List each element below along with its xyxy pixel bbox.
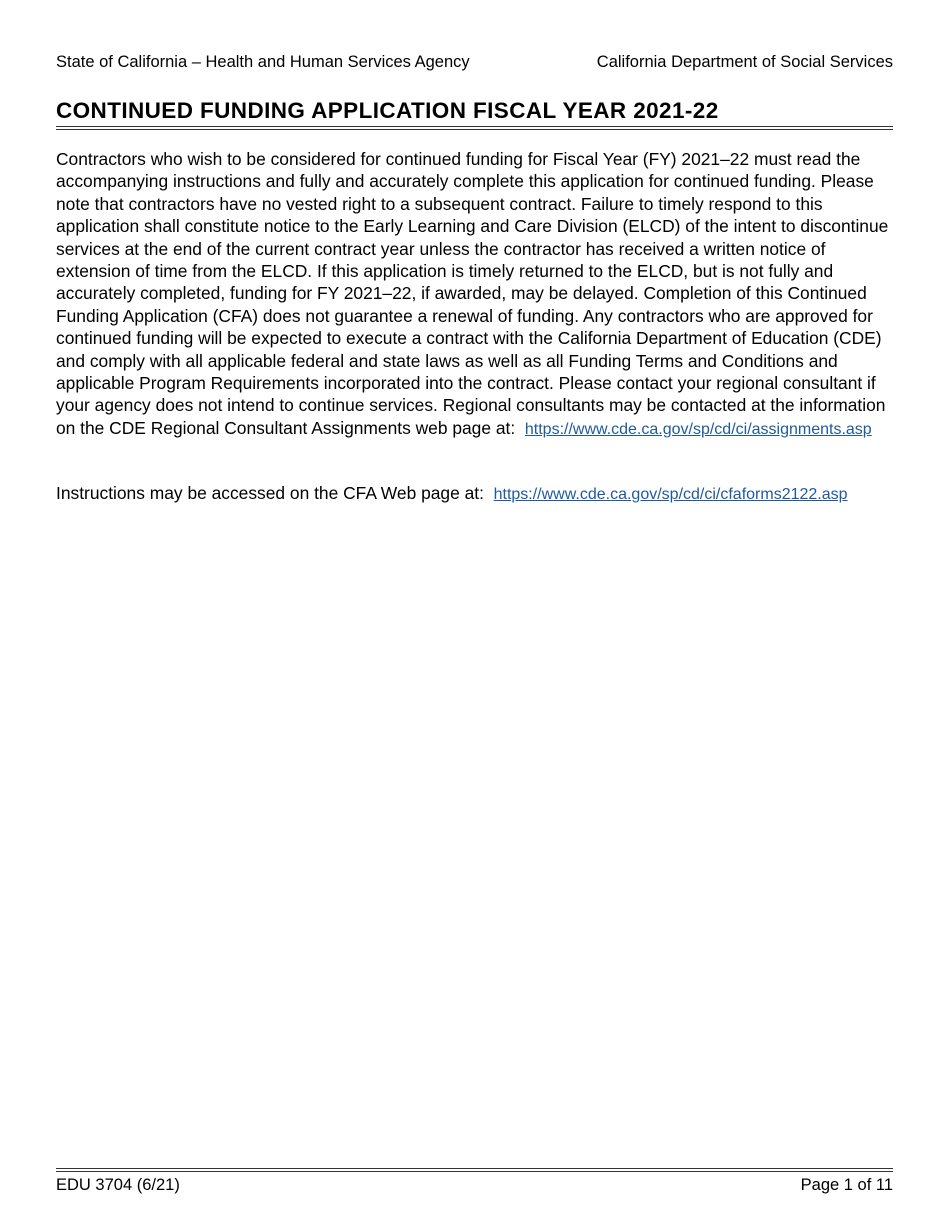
page-number: Page 1 of 11: [800, 1176, 893, 1194]
page-title: CONTINUED FUNDING APPLICATION FISCAL YEAR 2021-22: [56, 98, 719, 123]
instructions-text: Instructions may be accessed on the CFA Web page at:: [56, 483, 484, 503]
page-footer: [56, 1175, 893, 1195]
instructions-line: [56, 482, 896, 506]
title-divider: [56, 126, 893, 130]
cfa-forms-link[interactable]: https://www.cde.ca.gov/sp/cd/ci/cfaforms2122.asp: [493, 486, 848, 503]
intro-text: Contractors who wish to be considered for continued funding for Fiscal Year (FY) 2021–22 must read the accompanying instructions and fully and accurately complete this application for continued funding. Please note that contractors have no vested right to a subsequent contract. Failure to timely respond to this application shall constitute notice to the Early Learning and Care Division (ELCD) of the intent to discontinue services at the end of the current contract year unless the contractor has received a written notice of extension of time from the ELCD. If this application is timely returned to the ELCD, but is not fully and accurately completed, funding for FY 2021–22, if awarded, may be delayed. Completion of this Continued Funding Application (CFA) does not guarantee a renewal of funding. Any contractors who are approved for continued funding will be expected to execute a contract with the California Department of Education (CDE) and comply with all applicable federal and state laws as well as all Funding Terms and Conditions and applicable Program Requirements incorporated into the contract. Please contact your regional consultant if your agency does not intend to continue services. Regional consultants may be contacted at the information on the CDE Regional Consultant Assignments web page at:: [56, 149, 889, 438]
department-name: California Department of Social Services: [596, 53, 893, 71]
assignments-link[interactable]: https://www.cde.ca.gov/sp/cd/ci/assignments.asp: [524, 420, 872, 438]
footer-divider: [56, 1168, 893, 1172]
agency-name: State of California – Health and Human Services Agency: [56, 53, 470, 71]
page-header: [56, 52, 893, 72]
intro-paragraph: [56, 148, 896, 441]
form-id: EDU 3704 (6/21): [56, 1176, 180, 1194]
